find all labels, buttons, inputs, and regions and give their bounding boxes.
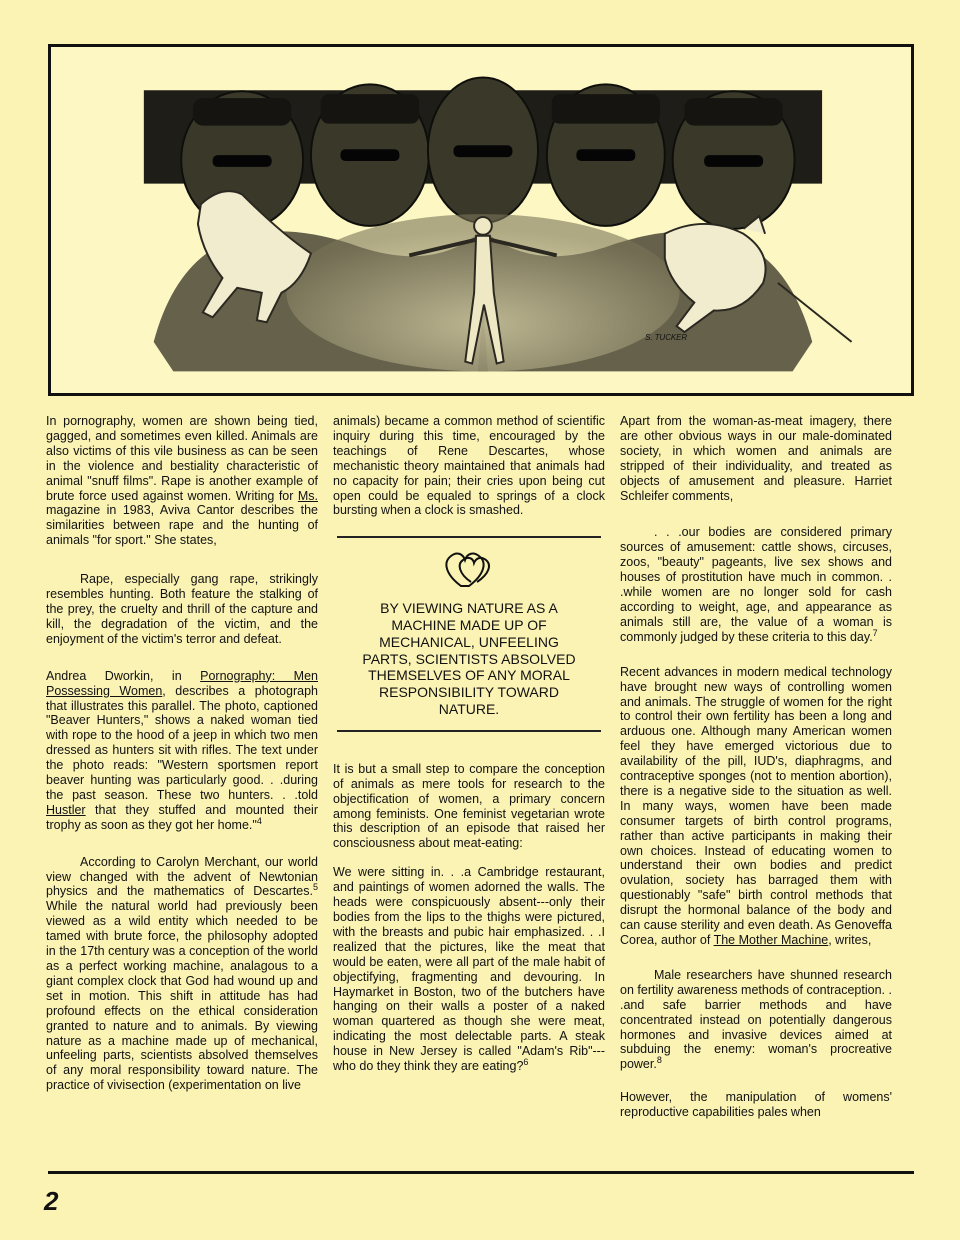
pullquote-bottom-rule	[337, 730, 601, 732]
artist-signature: S. TUCKER	[645, 332, 688, 342]
hustler-title: Hustler	[46, 802, 86, 817]
col1-paragraph-2: Andrea Dworkin, in Pornography: Men Possessing Women, describes a photograph that illustrates this parallel. The photo, captioned "Beaver Hunters," shows a naked woman tied with rope to the hood of a jeep in which two men dressed as hunters sit with rifles. The text under the photo reads: "Western sportsmen report beaver hunting was particularly good. . .during the past season. These two hunters. . .told Hustler that they stuffed and mounted their trophy as soon as they got her home."$^4$	[46, 668, 318, 832]
illustration	[48, 44, 914, 396]
col1-blockquote: Rape, especially gang rape, strikingly resembles hunting. Both feature the stalking of the prey, the cruelty and thrill of the capture and kill, the degradation of the victim, and the enjoyment of the victim's terror and defeat.	[46, 572, 318, 646]
col3-blockquote-1: . . .our bodies are considered primary sources of amusement: cattle shows, circuses, zoos, "beauty" pageants, live sex shows and houses of prostitution have much in common. . .while women are no longer sold for cash according to weight, age, and appearance as animals still are, the value of a woman is commonly judged by these criteria to this day.$^7$	[620, 525, 892, 644]
pullquote: BY VIEWING NATURE AS A MACHINE MADE UP OF MECHANICAL, UNFEELING PARTS, SCIENTISTS ABSOLVED THEMSELVES OF ANY MORAL RESPONSIBILITY TOWARD NATURE.	[362, 600, 576, 718]
col2-paragraph-1: animals) became a common method of scientific inquiry during this time, encouraged by the teachings of Rene Descartes, whose mechanistic theory maintained that animals had no capacity for pain; their cries upon being cut open could be equaled to springs of a clock bursting when a clock is smashed.	[333, 414, 605, 518]
col1-paragraph-3: According to Carolyn Merchant, our world view changed with the advent of Newtonian physics and the mathematics of Descartes.$^5$ While the natural world had previously been viewed as a wild entity which needed to be tamed with brute force, the philosophy adopted in the 17th century was a conception of the world as a perfect working machine, analagous to a giant complex clock that God had wound up and set in motion. This shift in attitude has had profound effects on the ethical consideration granted to nature and to animals. By viewing nature as a machine made up of mechanical, unfeeling parts, scientists absolved themselves of any moral responsibility toward nature. The practice of vivisection (experimentation on live	[46, 854, 318, 1093]
col3-paragraph-3: However, the manipulation of womens' reproductive capabilities pales when	[620, 1090, 892, 1120]
footnote-ref-7: 7	[872, 627, 878, 638]
column-3	[620, 414, 892, 1120]
column-1	[46, 414, 318, 1093]
ms-magazine-title: Ms.	[297, 488, 318, 503]
pullquote-top-rule	[337, 536, 601, 538]
footnote-ref-6: 6	[523, 1056, 529, 1067]
column-2	[333, 414, 605, 1074]
page-number: 2	[44, 1186, 59, 1216]
footnote-ref-8: 8	[656, 1055, 662, 1066]
footnote-ref-5: 5	[312, 882, 318, 893]
footnote-ref-4: 4	[256, 815, 262, 826]
heart-icon	[333, 548, 605, 594]
col1-paragraph-1: In pornography, women are shown being tied, gagged, and sometimes even killed. Animals are also victims of this vile business as can be seen in the violence and bestiality characteristic of animal "snuff films". Rape is another example of brute force used against women. Writing for Ms. magazine in 1983, Aviva Cantor describes the similarities between rape and the hunting of animals "for sport." She states,	[46, 414, 318, 548]
illustration-drawing	[51, 47, 911, 393]
col2-blockquote: We were sitting in. . .a Cambridge restaurant, and paintings of women adorned the walls. The heads were conspicuously absent---only their bodies from the lips to the thighs were pictured, with the breasts and pubic hair emphasized. . .I realized that the pictures, like the meat that would be eaten, were all part of the male habit of objectifying, fragmenting and devouring. In Haymarket in Boston, two of the butchers have hanging on their walls a poster of a naked woman quartered as though she were meat, indicating the most delectable parts. A steak house in New Jersey is called "Adam's Rib"---who do they think they are eating?$^6$	[333, 865, 605, 1074]
col3-paragraph-1: Apart from the woman-as-meat imagery, there are other obvious ways in our male-dominated society, in which women and animals are stripped of their individuality, and treated as objects of amusement and pleasure. Harriet Schleifer comments,	[620, 414, 892, 503]
intertwined-hearts-icon	[441, 548, 497, 590]
col3-blockquote-2: Male researchers have shunned research on fertility awareness methods of contraception. . .and safe barrier methods and have concentrated instead on potentially dangerous hormones and invasive devices aimed at subduing the enemy: woman's procreative power.$^8$	[620, 967, 892, 1072]
footer-rule	[48, 1171, 914, 1174]
col2-paragraph-2: It is but a small step to compare the conception of animals as mere tools for research to the objectification of women, a primary concern among feminists. One feminist vegetarian wrote this description of an episode that raised her consciousness about meat-eating:	[333, 761, 605, 851]
col3-paragraph-2: Recent advances in modern medical technology have brought new ways of controlling women and animals. The struggle of women for the right to control their own fertility has been a long and arduous one. Although many American women feel they have emerged victorious due to availability of the pill, IUD's, diaphragms, and contraceptive sponges (not to mention abortion), there is a negative side to the situation as well. In many ways, women have been made consumer targets of birth control programs, rather than active participants in making their own choices. Instead of educating women to understand their own bodies and predict ovulation, society has barraged them with questionably "safe" birth control methods that disrupt the hormonal balance of the body and can cause sterility and even death. As Genoveffa Corea, author of The Mother Machine, writes,	[620, 664, 892, 947]
mother-machine-title: The Mother Machine	[713, 933, 829, 947]
dworkin-book-title: Pornography: Men Possessing Women	[46, 668, 318, 698]
